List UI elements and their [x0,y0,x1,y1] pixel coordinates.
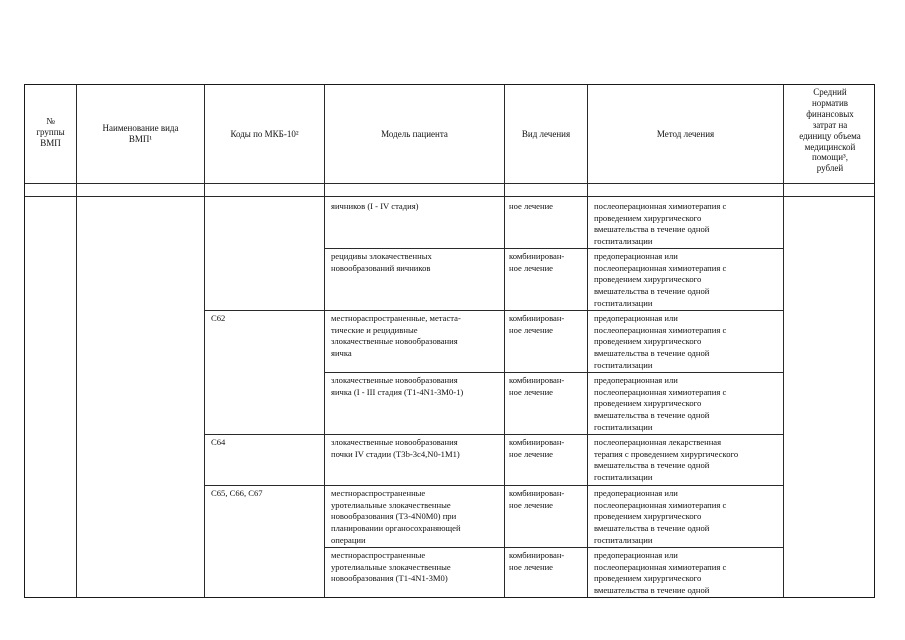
cell-patient-model: яичников (I - IV стадия) [331,201,419,211]
row-divider [324,434,783,435]
numbering-row-line [25,196,875,197]
row-divider [204,485,324,486]
cell-treatment-type: комбинирован- ное лечение [509,488,565,510]
cell-treatment-type: комбинирован- ное лечение [509,375,565,397]
row-divider [204,310,324,311]
cell-patient-model: злокачественные новообразования яичка (I - III стадия (T1-4N1-3M0-1) [331,375,464,397]
row-divider [204,434,324,435]
cell-icd-code: C62 [211,313,226,323]
row-divider [324,547,783,548]
cell-patient-model: местнораспространенные уротелиальные злокачественные новообразования (T3-4N0M0) при планировании органосохраняющей операции [331,488,461,545]
header-treatment-type: Вид лечения [521,129,571,139]
cell-icd-code: C64 [211,437,226,447]
row-divider [324,248,783,249]
header-group-number: № группы ВМП [36,116,65,148]
cell-treatment-method: предоперационная или послеоперационная химиотерапия с проведением хирургического вмешательства в течение одной госпитализации [594,375,727,432]
header-treatment-method: Метод лечения [656,129,715,139]
cell-treatment-type: комбинирован- ное лечение [509,550,565,572]
cell-patient-model: рецидивы злокачественных новообразований яичников [331,251,432,273]
document-table [24,84,875,598]
header-type-name: Наименование вида ВМП¹ [102,123,179,144]
cell-treatment-method: предоперационная или послеоперационная химиотерапия с проведением хирургического вмешательства в течение одной госпитализации [594,313,727,370]
cell-patient-model: злокачественные новообразования почки IV стадии (T3b-3c4,N0-1M1) [331,437,460,459]
cell-icd-code: C65, C66, C67 [211,488,263,498]
cell-treatment-method: предоперационная или послеоперационная химиотерапия с проведением хирургического вмешательства в течение одной госпитализации [594,251,727,308]
cell-treatment-method: предоперационная или послеоперационная химиотерапия с проведением хирургического вмешательства в течение одной госпитализации [594,488,727,545]
cell-treatment-method: послеоперационная лекарственная терапия с проведением хирургического вмешательства в течение одной госпитализации [594,437,739,483]
cell-treatment-method: послеоперационная химиотерапия с проведением хирургического вмешательства в течение одной госпитализации [594,201,727,247]
cell-patient-model: местнораспространенные, метаста- тические и рецидивные злокачественные новообразования яичка [331,313,461,359]
col-divider [587,85,588,598]
col-divider [504,85,505,598]
header-icd-codes: Коды по МКБ-10² [230,129,299,139]
col-divider [204,85,205,598]
header-average-cost: Средний норматив финансовых затрат на единицу объема медицинской помощи³, рублей [799,87,861,174]
cell-treatment-type: комбинирован- ное лечение [509,251,565,273]
header-bottom-line [25,183,875,184]
header-patient-model: Модель пациента [381,129,448,139]
col-divider [324,85,325,598]
row-divider [324,310,783,311]
cell-treatment-method: предоперационная или послеоперационная химиотерапия с проведением хирургического вмешательства в течение одной [594,550,727,596]
cell-patient-model: местнораспространенные уротелиальные злокачественные новообразования (T1-4N1-3M0) [331,550,451,584]
row-divider [324,372,783,373]
cell-treatment-type: комбинирован- ное лечение [509,437,565,459]
cell-treatment-type: ное лечение [509,201,554,211]
col-divider [76,85,77,598]
row-divider [324,485,783,486]
cell-treatment-type: комбинирован- ное лечение [509,313,565,335]
